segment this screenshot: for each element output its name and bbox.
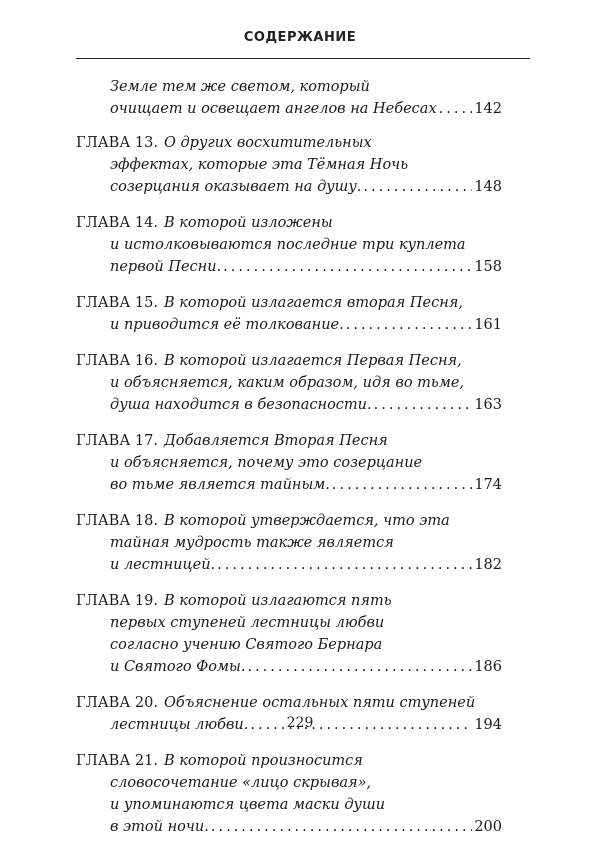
chapter-title-line: и объясняется, почему это созерцание xyxy=(110,455,423,471)
page-ref: 158 xyxy=(474,259,502,275)
table-of-contents xyxy=(76,76,502,852)
toc-line xyxy=(76,750,502,772)
toc-line xyxy=(76,816,502,838)
toc-line xyxy=(76,772,502,794)
toc-entry xyxy=(76,590,502,678)
toc-line xyxy=(76,656,502,678)
chapter-label: ГЛАВА 19. xyxy=(76,593,158,609)
toc-line xyxy=(76,532,502,554)
chapter-title-line: душа находится в безопасности. xyxy=(110,397,372,413)
page-ref: 200 xyxy=(474,819,502,835)
chapter-label: ГЛАВА 15. xyxy=(76,295,158,311)
chapter-title-line: эффектах, которые эта Тёмная Ночь xyxy=(110,157,409,173)
toc-line xyxy=(76,98,502,120)
page-ref: 186 xyxy=(474,659,502,675)
leader-dots xyxy=(332,474,472,496)
chapter-title-line: О других восхитительных xyxy=(164,135,372,151)
toc-line xyxy=(76,510,502,532)
toc-line xyxy=(76,132,502,154)
chapter-title-line: В которой произносится xyxy=(164,753,363,769)
toc-line xyxy=(76,292,502,314)
chapter-title-line: Земле тем же светом, который xyxy=(110,79,370,95)
chapter-title-line: лестницы любви. xyxy=(110,717,249,733)
toc-line xyxy=(76,256,502,278)
leader-dots xyxy=(217,554,472,576)
page-ref: 161 xyxy=(474,317,502,333)
chapter-label: ГЛАВА 18. xyxy=(76,513,158,529)
page-ref: 163 xyxy=(474,397,502,413)
chapter-label: ГЛАВА 17. xyxy=(76,433,158,449)
toc-line xyxy=(76,234,502,256)
chapter-title-line: В которой излагается Первая Песня, xyxy=(164,353,462,369)
toc-line xyxy=(76,612,502,634)
toc-entry xyxy=(76,510,502,576)
chapter-title-line: словосочетание «лицо скрывая», xyxy=(110,775,372,791)
chapter-label: ГЛАВА 20. xyxy=(76,695,158,711)
toc-line xyxy=(76,692,502,714)
leader-dots xyxy=(439,98,472,120)
toc-line xyxy=(76,394,502,416)
header-rule xyxy=(76,58,530,59)
chapter-label: ГЛАВА 13. xyxy=(76,135,158,151)
toc-line xyxy=(76,474,502,496)
chapter-title-line: первой Песни. xyxy=(110,259,222,275)
leader-dots xyxy=(211,816,472,838)
page-ref: 142 xyxy=(474,101,502,117)
chapter-title-line: первых ступеней лестницы любви xyxy=(110,615,385,631)
toc-line xyxy=(76,212,502,234)
chapter-title-line: очищает и освещает ангелов на Небесах xyxy=(110,101,437,117)
chapter-title-line: В которой излагается вторая Песня, xyxy=(164,295,464,311)
chapter-title-line: и истолковываются последние три куплета xyxy=(110,237,466,253)
chapter-title-line: В которой изложены xyxy=(164,215,333,231)
chapter-title-line: во тьме является тайным. xyxy=(110,477,330,493)
leader-dots xyxy=(247,656,472,678)
chapter-title-line: и лестницей. xyxy=(110,557,216,573)
chapter-title-line: и упоминаются цвета маски души xyxy=(110,797,386,813)
chapter-title-line: в этой ночи. xyxy=(110,819,209,835)
toc-entry xyxy=(76,750,502,838)
toc-entry xyxy=(76,76,502,120)
leader-dots xyxy=(223,256,472,278)
page-header: СОДЕРЖАНИЕ xyxy=(243,30,357,45)
toc-entry xyxy=(76,132,502,198)
toc-entry xyxy=(76,212,502,278)
toc-line xyxy=(76,350,502,372)
page-ref: 194 xyxy=(474,717,502,733)
toc-line xyxy=(76,76,502,98)
page-number: 229 xyxy=(286,715,314,731)
chapter-title-line: Добавляется Вторая Песня xyxy=(164,433,388,449)
toc-line xyxy=(76,372,502,394)
toc-line xyxy=(76,452,502,474)
toc-line xyxy=(76,176,502,198)
chapter-title-line: и приводится её толкование. xyxy=(110,317,344,333)
chapter-title-line: В которой излагаются пять xyxy=(164,593,392,609)
toc-line xyxy=(76,554,502,576)
chapter-label: ГЛАВА 16. xyxy=(76,353,158,369)
page-ref: 148 xyxy=(474,179,502,195)
toc-line xyxy=(76,794,502,816)
toc-entry xyxy=(76,430,502,496)
toc-entry xyxy=(76,292,502,336)
chapter-label: ГЛАВА 14. xyxy=(76,215,158,231)
chapter-label: ГЛАВА 21. xyxy=(76,753,158,769)
leader-dots xyxy=(363,176,472,198)
page-ref: 182 xyxy=(474,557,502,573)
toc-line xyxy=(76,634,502,656)
chapter-title-line: и объясняется, каким образом, идя во тьме, xyxy=(110,375,465,391)
chapter-title-line: Объяснение остальных пяти ступеней xyxy=(164,695,476,711)
chapter-title-line: согласно учению Святого Бернара xyxy=(110,637,383,653)
leader-dots xyxy=(374,394,472,416)
toc-line xyxy=(76,590,502,612)
chapter-title-line: В которой утверждается, что эта xyxy=(164,513,450,529)
toc-line xyxy=(76,430,502,452)
toc-line xyxy=(76,154,502,176)
page-ref: 174 xyxy=(474,477,502,493)
toc-line xyxy=(76,314,502,336)
chapter-title-line: тайная мудрость также является xyxy=(110,535,394,551)
leader-dots xyxy=(346,314,472,336)
toc-entry xyxy=(76,350,502,416)
chapter-title-line: и Святого Фомы. xyxy=(110,659,246,675)
chapter-title-line: созерцания оказывает на душу. xyxy=(110,179,362,195)
